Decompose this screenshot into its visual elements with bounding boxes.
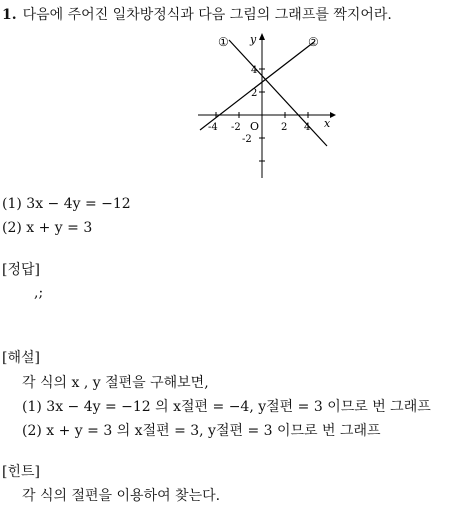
y-axis-arrow — [259, 33, 265, 40]
x-tick-label: -2 — [231, 122, 241, 133]
x-axis-label: x — [324, 117, 331, 130]
origin-label: O — [250, 120, 260, 133]
question-number: 1. — [2, 7, 17, 23]
x-tick-label: 4 — [304, 122, 311, 133]
line-label-1: ① — [218, 35, 229, 49]
line-label-2: ② — [308, 35, 319, 49]
equation-2: (2) x + y = 3 — [2, 220, 93, 236]
question-text: 다음에 주어진 일차방정식과 다음 그림의 그래프를 짝지어라. — [22, 7, 392, 23]
answer-header: [정답] — [2, 262, 40, 278]
x-tick-label: 2 — [281, 122, 288, 133]
graph-line-2 — [200, 42, 314, 130]
graph-line-1 — [229, 40, 327, 146]
line-graph — [196, 30, 336, 190]
x-tick-label: -4 — [208, 122, 218, 133]
equation-1: (1) 3x − 4y = −12 — [2, 196, 131, 212]
explanation-line-2: (1) 3x − 4y = −12 의 x절편 = −4, y절편 = 3 이므로 번 그래프 — [22, 399, 431, 415]
y-axis-label: y — [250, 33, 257, 46]
x-axis-arrow — [330, 112, 336, 118]
answer-value: ,; — [34, 285, 44, 301]
y-tick-label: -2 — [242, 134, 252, 145]
explanation-line-3: (2) x + y = 3 의 x절편 = 3, y절편 = 3 이므로 번 그래프 — [22, 423, 381, 439]
y-tick-label: 2 — [251, 88, 258, 99]
explanation-line-1: 각 식의 x , y 절편을 구해보면, — [22, 375, 209, 391]
hint-header: [힌트] — [2, 464, 40, 480]
hint-text: 각 식의 절편을 이용하여 찾는다. — [22, 488, 221, 504]
question-title — [2, 4, 392, 24]
explanation-header: [해설] — [2, 350, 40, 366]
y-tick-label: 4 — [251, 65, 258, 76]
